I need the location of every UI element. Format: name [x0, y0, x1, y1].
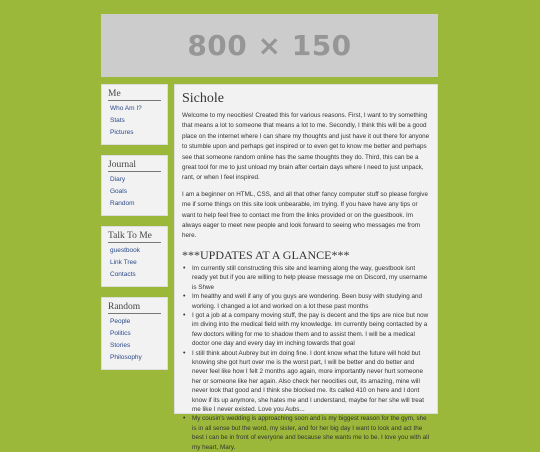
sidebar-link-guestbook[interactable]: guestbook: [110, 247, 140, 254]
intro-paragraph: Welcome to my neocities! Created this for various reasons. First, I want to try something that means a lot to someone that means a lot to me. Secondly, I think this will be a good place on the internet where I can share my thoughts and just have it out there for anyone to stumble upon and perhaps get inspired or to even get to know me better and perhaps see that someone random online has the same thoughts they do. Third, this can be a great tool for me to just unload my brain after certain days where I need to just unpack, rant, or when I feel inspired.: [182, 112, 430, 182]
page-title: Sichole: [182, 91, 224, 106]
sidebar-link-who-am-i[interactable]: Who Am I?: [110, 105, 142, 112]
sidebar-link-politics[interactable]: Politics: [110, 330, 131, 337]
sidebar-box-talk-to-me: [101, 226, 168, 287]
sidebar-link-contacts[interactable]: Contacts: [110, 271, 136, 278]
sidebar-link-stories[interactable]: Stories: [110, 342, 131, 349]
updates-heading: ***UPDATES AT A GLANCE***: [182, 247, 350, 262]
updates-list: [182, 264, 431, 452]
list-item: • Im healthy and well if any of you guys are wondering. Been busy with studying and working. I changed a lot and worked on a lot these past months: [182, 292, 431, 311]
list-item: • I still think about Aubrey but im doing fine. I dont know what the future will hold but knowing she got hurt over me is the worst part, I will be better and do better and never feel like how I felt 2 months ago again, more importantly never hurt someone her or someone like her again. Also check her neocities out, its amazing, mine will never look that good and I think she blocked me. Its called 410 on here and I dont know if its up anymore, she hates me and I understand, maybe for her she will treat me like I never existed. Love you Aubs...: [182, 349, 431, 415]
sidebar-link-goals[interactable]: Goals: [110, 188, 127, 195]
sidebar-box-title: Random: [108, 302, 161, 314]
sidebar-box-random: [101, 297, 168, 370]
sidebar-link-stats[interactable]: Stats: [110, 117, 125, 124]
sidebar-box-me: [101, 84, 168, 145]
sidebar-link-pictures[interactable]: Pictures: [110, 129, 134, 136]
list-item: • Im currently still constructing this site and learning along the way, guestbook isnt ready yet but if you are willing to help please message me on Discord, my username is Shwe: [182, 264, 431, 292]
sidebar-link-link-tree[interactable]: Link Tree: [110, 259, 137, 266]
header-banner-placeholder: 800 × 150: [101, 14, 438, 77]
sidebar-box-title: Me: [108, 89, 161, 101]
sidebar-link-people[interactable]: People: [110, 318, 131, 325]
sidebar-box-title: Talk To Me: [108, 231, 161, 243]
sidebar-box-title: Journal: [108, 160, 161, 172]
sidebar-link-random[interactable]: Random: [110, 200, 135, 207]
beginner-paragraph: I am a beginner on HTML, CSS, and all that other fancy computer stuff so please forgive me if some things on this site look unbearable, im trying. If you have have any tips or want to help feel free to contact me from the links provided or on the guestbook. Im always eager to meet new people and look forward to seeing who messages me from here.: [182, 190, 428, 240]
sidebar-box-journal: [101, 155, 168, 216]
main-content: [174, 84, 438, 451]
list-item: • I got a job at a company moving stuff, the pay is decent and the tips are nice but now im diving into the medical field with my knowledge. Im currently being contacted by a few doctors willing for me to shadow them and to assist them. I will be a medical doctor one day and every day im inching towards that goal: [182, 311, 431, 349]
sidebar: [101, 84, 168, 380]
sidebar-link-philosophy[interactable]: Philosophy: [110, 354, 142, 361]
list-item: • My cousin's wedding is approaching soon and is my biggest reason for the gym, she is in all sense but the word, my sister, and for her big day I want to look and act the best i can be in front of everyone and because she wants me to be. I love you with all my heart, Mary.: [182, 414, 431, 452]
sidebar-link-diary[interactable]: Diary: [110, 176, 126, 183]
